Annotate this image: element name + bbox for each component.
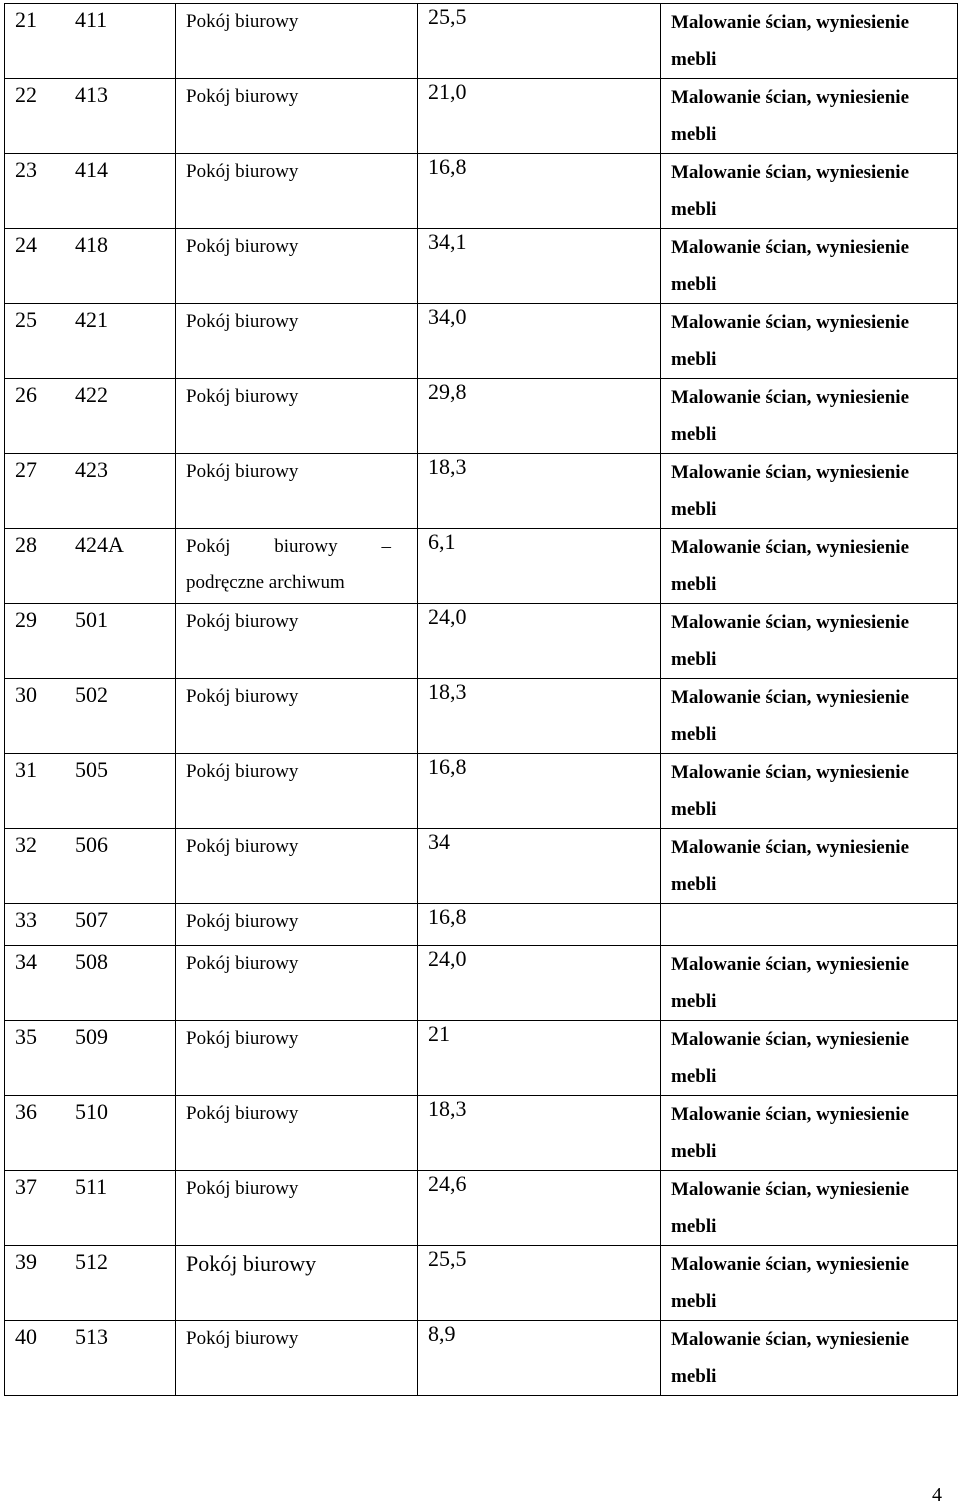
table-row bbox=[5, 454, 958, 529]
work-scope bbox=[661, 946, 958, 1021]
work-scope bbox=[661, 304, 958, 379]
room-name-word: Pokój bbox=[186, 536, 231, 557]
room-name: Pokój biurowy bbox=[176, 1021, 418, 1096]
work-line-2: mebli bbox=[671, 199, 717, 220]
room-area: 18,3 bbox=[418, 679, 661, 754]
work-scope bbox=[661, 229, 958, 304]
room-area: 18,3 bbox=[418, 454, 661, 529]
room-area: 24,0 bbox=[418, 604, 661, 679]
work-line-2: mebli bbox=[671, 574, 717, 595]
work-line-2: mebli bbox=[671, 1366, 717, 1387]
room-number: 508 bbox=[75, 949, 108, 974]
work-scope bbox=[661, 1171, 958, 1246]
table-row bbox=[5, 1096, 958, 1171]
lp-room-cell bbox=[5, 946, 176, 1021]
room-name: Pokój biurowy bbox=[176, 1321, 418, 1396]
table-row bbox=[5, 1321, 958, 1396]
room-area: 34,1 bbox=[418, 229, 661, 304]
room-number: 421 bbox=[75, 307, 108, 332]
lp-room-cell bbox=[5, 829, 176, 904]
work-line-2: mebli bbox=[671, 349, 717, 370]
work-line-2: mebli bbox=[671, 1291, 717, 1312]
row-number: 35 bbox=[15, 1024, 37, 1049]
work-line-2: mebli bbox=[671, 1141, 717, 1162]
room-area: 34 bbox=[418, 829, 661, 904]
work-line-1: Malowanie ścian, wyniesienie bbox=[671, 312, 910, 333]
work-line-1: Malowanie ścian, wyniesienie bbox=[671, 1254, 910, 1275]
work-line-1: Malowanie ścian, wyniesienie bbox=[671, 87, 910, 108]
work-scope-empty bbox=[661, 904, 958, 946]
room-number: 413 bbox=[75, 82, 108, 107]
work-line-2: mebli bbox=[671, 499, 717, 520]
work-line-1: Malowanie ścian, wyniesienie bbox=[671, 12, 910, 33]
table-row bbox=[5, 154, 958, 229]
row-number: 36 bbox=[15, 1099, 37, 1124]
work-scope bbox=[661, 1021, 958, 1096]
work-line-2: mebli bbox=[671, 424, 717, 445]
room-number: 424A bbox=[75, 532, 124, 557]
work-scope bbox=[661, 4, 958, 79]
room-name: Pokój biurowy bbox=[176, 304, 418, 379]
room-name: Pokój biurowy bbox=[176, 454, 418, 529]
work-scope bbox=[661, 1246, 958, 1321]
work-line-1: Malowanie ścian, wyniesienie bbox=[671, 537, 910, 558]
table-row bbox=[5, 946, 958, 1021]
work-line-2: mebli bbox=[671, 1216, 717, 1237]
table-row bbox=[5, 604, 958, 679]
work-line-2: mebli bbox=[671, 274, 717, 295]
room-area: 16,8 bbox=[418, 904, 661, 946]
rooms-table bbox=[4, 3, 958, 1396]
room-number: 423 bbox=[75, 457, 108, 482]
lp-room-cell bbox=[5, 1246, 176, 1321]
room-name bbox=[176, 529, 418, 604]
work-line-1: Malowanie ścian, wyniesienie bbox=[671, 687, 910, 708]
work-line-1: Malowanie ścian, wyniesienie bbox=[671, 1329, 910, 1350]
lp-room-cell bbox=[5, 154, 176, 229]
table-row bbox=[5, 529, 958, 604]
work-line-2: mebli bbox=[671, 874, 717, 895]
room-number: 511 bbox=[75, 1174, 108, 1199]
work-scope bbox=[661, 454, 958, 529]
work-scope bbox=[661, 1321, 958, 1396]
table-row bbox=[5, 304, 958, 379]
lp-room-cell bbox=[5, 1321, 176, 1396]
lp-room-cell bbox=[5, 379, 176, 454]
work-line-1: Malowanie ścian, wyniesienie bbox=[671, 162, 910, 183]
room-number: 422 bbox=[75, 382, 108, 407]
room-area: 21,0 bbox=[418, 79, 661, 154]
work-scope bbox=[661, 529, 958, 604]
work-line-1: Malowanie ścian, wyniesienie bbox=[671, 612, 910, 633]
work-line-2: mebli bbox=[671, 124, 717, 145]
work-line-1: Malowanie ścian, wyniesienie bbox=[671, 1104, 910, 1125]
table-row bbox=[5, 4, 958, 79]
lp-room-cell bbox=[5, 79, 176, 154]
room-number: 501 bbox=[75, 607, 108, 632]
row-number: 29 bbox=[15, 607, 37, 632]
room-area: 25,5 bbox=[418, 1246, 661, 1321]
work-line-2: mebli bbox=[671, 49, 717, 70]
lp-room-cell bbox=[5, 604, 176, 679]
room-number: 507 bbox=[75, 907, 108, 932]
room-number: 505 bbox=[75, 757, 108, 782]
room-name: Pokój biurowy bbox=[176, 829, 418, 904]
lp-room-cell bbox=[5, 904, 176, 946]
work-line-1: Malowanie ścian, wyniesienie bbox=[671, 762, 910, 783]
room-number: 509 bbox=[75, 1024, 108, 1049]
room-area: 34,0 bbox=[418, 304, 661, 379]
room-name: Pokój biurowy bbox=[176, 604, 418, 679]
room-name: Pokój biurowy bbox=[176, 229, 418, 304]
room-name: Pokój biurowy bbox=[176, 79, 418, 154]
room-area: 8,9 bbox=[418, 1321, 661, 1396]
page-number: 4 bbox=[932, 1484, 942, 1506]
work-line-1: Malowanie ścian, wyniesienie bbox=[671, 387, 910, 408]
room-name: Pokój biurowy bbox=[176, 154, 418, 229]
work-line-1: Malowanie ścian, wyniesienie bbox=[671, 954, 910, 975]
room-name-dash: – bbox=[381, 536, 391, 557]
work-line-2: mebli bbox=[671, 1066, 717, 1087]
work-scope bbox=[661, 604, 958, 679]
room-area: 24,6 bbox=[418, 1171, 661, 1246]
lp-room-cell bbox=[5, 4, 176, 79]
lp-room-cell bbox=[5, 529, 176, 604]
work-line-1: Malowanie ścian, wyniesienie bbox=[671, 237, 910, 258]
work-scope bbox=[661, 1096, 958, 1171]
row-number: 26 bbox=[15, 382, 37, 407]
room-name: Pokój biurowy bbox=[176, 1096, 418, 1171]
work-line-1: Malowanie ścian, wyniesienie bbox=[671, 1029, 910, 1050]
lp-room-cell bbox=[5, 1096, 176, 1171]
room-area: 21 bbox=[418, 1021, 661, 1096]
work-scope bbox=[661, 679, 958, 754]
row-number: 28 bbox=[15, 532, 37, 557]
room-area: 6,1 bbox=[418, 529, 661, 604]
row-number: 37 bbox=[15, 1174, 37, 1199]
room-name-word: biurowy bbox=[274, 536, 338, 557]
table-row bbox=[5, 1246, 958, 1321]
room-number: 513 bbox=[75, 1324, 108, 1349]
room-number: 506 bbox=[75, 832, 108, 857]
row-number: 39 bbox=[15, 1249, 37, 1274]
row-number: 30 bbox=[15, 682, 37, 707]
room-number: 414 bbox=[75, 157, 108, 182]
row-number: 25 bbox=[15, 307, 37, 332]
lp-room-cell bbox=[5, 454, 176, 529]
row-number: 27 bbox=[15, 457, 37, 482]
lp-room-cell bbox=[5, 304, 176, 379]
room-area: 18,3 bbox=[418, 1096, 661, 1171]
work-scope bbox=[661, 154, 958, 229]
work-scope bbox=[661, 79, 958, 154]
row-number: 21 bbox=[15, 7, 37, 32]
work-line-2: mebli bbox=[671, 724, 717, 745]
room-area: 29,8 bbox=[418, 379, 661, 454]
room-area: 16,8 bbox=[418, 154, 661, 229]
table-row bbox=[5, 79, 958, 154]
room-name: Pokój biurowy bbox=[176, 754, 418, 829]
table-row bbox=[5, 829, 958, 904]
room-area: 24,0 bbox=[418, 946, 661, 1021]
table-row bbox=[5, 904, 958, 946]
work-line-1: Malowanie ścian, wyniesienie bbox=[671, 462, 910, 483]
room-name: Pokój biurowy bbox=[176, 4, 418, 79]
table-row bbox=[5, 754, 958, 829]
room-number: 510 bbox=[75, 1099, 108, 1124]
table-row bbox=[5, 229, 958, 304]
work-line-1: Malowanie ścian, wyniesienie bbox=[671, 1179, 910, 1200]
table-row bbox=[5, 679, 958, 754]
room-number: 512 bbox=[75, 1249, 108, 1274]
room-number: 411 bbox=[75, 7, 108, 32]
room-area: 25,5 bbox=[418, 4, 661, 79]
work-line-2: mebli bbox=[671, 649, 717, 670]
row-number: 24 bbox=[15, 232, 37, 257]
room-name-line-2: podręczne archiwum bbox=[186, 572, 345, 593]
lp-room-cell bbox=[5, 1171, 176, 1246]
work-scope bbox=[661, 754, 958, 829]
room-name: Pokój biurowy bbox=[176, 379, 418, 454]
row-number: 34 bbox=[15, 949, 37, 974]
row-number: 40 bbox=[15, 1324, 37, 1349]
row-number: 33 bbox=[15, 907, 37, 932]
room-number: 502 bbox=[75, 682, 108, 707]
room-name: Pokój biurowy bbox=[176, 946, 418, 1021]
work-line-2: mebli bbox=[671, 991, 717, 1012]
work-line-2: mebli bbox=[671, 799, 717, 820]
table-row bbox=[5, 1171, 958, 1246]
row-number: 32 bbox=[15, 832, 37, 857]
lp-room-cell bbox=[5, 754, 176, 829]
room-name: Pokój biurowy bbox=[176, 679, 418, 754]
lp-room-cell bbox=[5, 1021, 176, 1096]
table-row bbox=[5, 1021, 958, 1096]
room-name: Pokój biurowy bbox=[176, 904, 418, 946]
room-name: Pokój biurowy bbox=[176, 1171, 418, 1246]
row-number: 23 bbox=[15, 157, 37, 182]
work-scope bbox=[661, 829, 958, 904]
row-number: 22 bbox=[15, 82, 37, 107]
room-number: 418 bbox=[75, 232, 108, 257]
room-area: 16,8 bbox=[418, 754, 661, 829]
room-name-line-1 bbox=[186, 529, 417, 565]
work-line-1: Malowanie ścian, wyniesienie bbox=[671, 837, 910, 858]
room-name: Pokój biurowy bbox=[176, 1246, 418, 1321]
row-number: 31 bbox=[15, 757, 37, 782]
work-scope bbox=[661, 379, 958, 454]
lp-room-cell bbox=[5, 229, 176, 304]
lp-room-cell bbox=[5, 679, 176, 754]
table-row bbox=[5, 379, 958, 454]
